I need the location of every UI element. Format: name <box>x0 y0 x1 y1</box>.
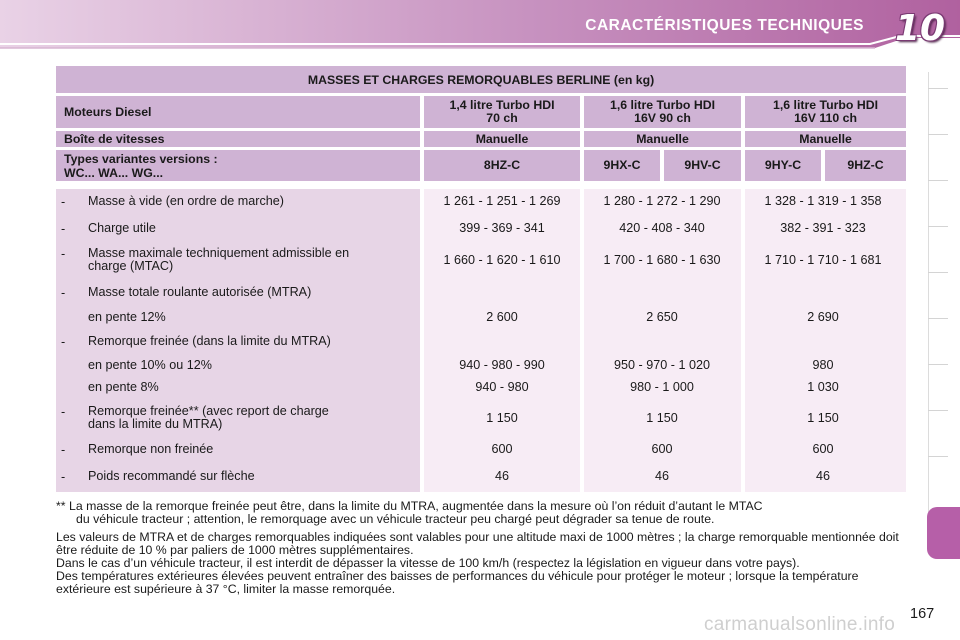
row-value: 1 700 - 1 680 - 1 630 <box>603 253 721 267</box>
active-chapter-tab[interactable] <box>927 507 960 559</box>
row-value: 399 - 369 - 341 <box>459 221 545 235</box>
type-5: 9HZ-C <box>821 150 906 181</box>
gearbox-2: Manuelle <box>580 131 741 147</box>
types-label-line2: WC... WA... WG... <box>64 165 164 180</box>
row-label-line1: Remorque freinée (dans la limite du MTRA) <box>88 334 331 348</box>
notes-section <box>56 500 906 596</box>
masses-table-body <box>56 189 906 492</box>
row-label <box>88 335 331 348</box>
masses-table-header <box>56 63 906 184</box>
row-label <box>88 470 255 483</box>
row-label-line2: charge (MTAC) <box>88 259 174 273</box>
row-value: 1 030 <box>807 380 839 394</box>
row-dash: - <box>61 335 66 349</box>
row-dash: - <box>61 286 66 300</box>
page-header <box>0 0 960 50</box>
note-temperature: Des températures extérieures élevées peuvent entraîner des baisses de performances du véhicule pour protéger le moteur ; lorsque la température extérieure est supérieure à 37 °C, limiter la masse remorquée. <box>56 569 859 596</box>
type-2: 9HX-C <box>580 150 660 181</box>
row-value: 980 - 1 000 <box>630 380 694 394</box>
engine-3-line1: 1,6 litre Turbo HDI <box>773 98 879 112</box>
engine-2-line1: 1,6 litre Turbo HDI <box>610 98 715 112</box>
types-row <box>56 150 906 181</box>
gearbox-1: Manuelle <box>420 131 580 147</box>
tab-divider <box>928 180 948 181</box>
row-label-line1: Remorque non freinée <box>88 442 214 456</box>
row-label-line1: Poids recommandé sur flèche <box>88 469 255 483</box>
row-value: 1 150 <box>486 411 518 425</box>
tab-divider <box>928 88 948 89</box>
engine-col-1 <box>420 96 580 128</box>
tab-divider <box>928 410 948 411</box>
row-label-line1: Charge utile <box>88 221 156 235</box>
row-value: 1 280 - 1 272 - 1 290 <box>603 194 721 208</box>
tab-divider <box>928 318 948 319</box>
row-value: 600 <box>812 442 834 456</box>
row-dash: - <box>61 247 66 261</box>
row-value: 420 - 408 - 340 <box>619 221 705 235</box>
row-label-line1: en pente 12% <box>88 310 166 324</box>
gearbox-3: Manuelle <box>741 131 906 147</box>
footnote-line2: du véhicule tracteur ; attention, le remorquage avec un véhicule tracteur peu chargé peut dégrader sa tenue de route. <box>76 512 715 526</box>
row-dash: - <box>61 443 66 457</box>
row-label-line1: Masse maximale techniquement admissible en <box>88 246 350 260</box>
row-label-line1: en pente 10% ou 12% <box>88 358 212 372</box>
row-label <box>88 359 212 372</box>
gearbox-row <box>56 131 906 147</box>
row-dash: - <box>61 470 66 484</box>
row-value: 382 - 391 - 323 <box>780 221 866 235</box>
row-value: 46 <box>494 469 509 483</box>
row-value: 2 600 <box>486 310 518 324</box>
row-value: 600 <box>651 442 673 456</box>
note-speed: Dans le cas d’un véhicule tracteur, il est interdit de dépasser la vitesse de 100 km/h (respectez la législation en vigueur dans votre pays). <box>56 556 800 570</box>
row-value: 1 261 - 1 251 - 1 269 <box>443 194 561 208</box>
type-3: 9HV-C <box>660 150 741 181</box>
tab-divider <box>928 226 948 227</box>
type-1: 8HZ-C <box>420 150 580 181</box>
row-value: 980 <box>812 358 834 372</box>
row-value: 2 650 <box>646 310 678 324</box>
engine-3-line2: 16V 110 ch <box>794 111 857 125</box>
row-value: 2 690 <box>807 310 839 324</box>
row-dash: - <box>61 405 66 419</box>
watermark: carmanualsonline.info <box>704 614 896 635</box>
row-label-line1: en pente 8% <box>88 380 159 394</box>
engine-row <box>56 96 906 128</box>
row-label <box>88 443 213 456</box>
row-value: 1 328 - 1 319 - 1 358 <box>764 194 882 208</box>
row-value: 46 <box>654 469 669 483</box>
row-label <box>88 222 156 235</box>
footnote-line1: ** La masse de la remorque freinée peut être, dans la limite du MTRA, augmentée dans la mesure où l’on réduit d’autant le MTAC <box>56 499 763 513</box>
row-label <box>88 381 159 394</box>
table-title-row <box>56 66 906 93</box>
row-label-line1: Remorque freinée** (avec report de charge <box>88 404 329 418</box>
row-label <box>88 311 166 324</box>
chapter-tabs <box>928 72 960 552</box>
row-value: 1 660 - 1 620 - 1 610 <box>443 253 561 267</box>
row-label <box>88 247 349 273</box>
row-dash: - <box>61 222 66 236</box>
page-title: CARACTÉRISTIQUES TECHNIQUES <box>585 17 864 34</box>
types-label <box>56 150 420 181</box>
engine-1-line2: 70 ch <box>486 111 518 125</box>
chapter-number: 10 <box>894 8 946 49</box>
row-value: 1 150 <box>646 411 678 425</box>
gearbox-label: Boîte de vitesses <box>56 131 420 147</box>
footnote <box>56 500 906 526</box>
note-altitude: Les valeurs de MTRA et de charges remorquables indiquées sont valables pour une altitude maxi de 1000 mètres ; la charge remorquable mentionnée doit être réduite de 10 % par paliers de 1000 mètres supplémentaires. <box>56 530 899 557</box>
tab-divider <box>928 364 948 365</box>
tab-edge <box>928 72 929 512</box>
row-label <box>88 286 311 299</box>
engine-col-2 <box>580 96 741 128</box>
row-value: 940 - 980 <box>475 380 529 394</box>
row-label <box>88 405 329 431</box>
row-value: 1 710 - 1 710 - 1 681 <box>764 253 882 267</box>
row-value: 950 - 970 - 1 020 <box>614 358 710 372</box>
row-label-line1: Masse totale roulante autorisée (MTRA) <box>88 285 312 299</box>
row-label <box>88 195 284 208</box>
row-label-line2: dans la limite du MTRA) <box>88 417 223 431</box>
row-label-line1: Masse à vide (en ordre de marche) <box>88 194 284 208</box>
tab-divider <box>928 456 948 457</box>
row-value: 940 - 980 - 990 <box>459 358 545 372</box>
tab-divider <box>928 134 948 135</box>
row-value: 46 <box>815 469 830 483</box>
type-4: 9HY-C <box>741 150 821 181</box>
engine-label: Moteurs Diesel <box>56 96 420 128</box>
engine-1-line1: 1,4 litre Turbo HDI <box>449 98 555 112</box>
table-title: MASSES ET CHARGES REMORQUABLES BERLINE (en kg) <box>56 66 906 93</box>
row-value: 1 150 <box>807 411 839 425</box>
row-value: 600 <box>491 442 513 456</box>
types-label-line1: Types variantes versions : <box>64 151 218 166</box>
row-dash: - <box>61 195 66 209</box>
engine-2-line2: 16V 90 ch <box>634 111 691 125</box>
page-number: 167 <box>910 606 935 622</box>
tab-divider <box>928 272 948 273</box>
engine-col-3 <box>741 96 906 128</box>
note-paragraph <box>56 531 906 596</box>
